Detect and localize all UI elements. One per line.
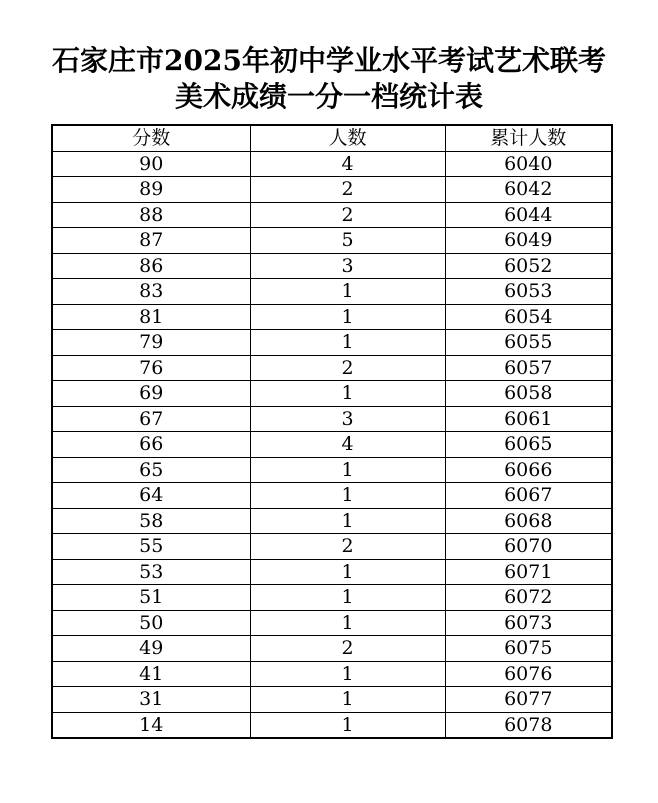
cell-count: 2	[250, 534, 445, 560]
cell-cumulative: 6049	[445, 228, 612, 254]
cell-count: 1	[250, 610, 445, 636]
table-row	[52, 585, 612, 611]
cell-count: 4	[250, 151, 445, 177]
cell-cumulative: 6040	[445, 151, 612, 177]
score-table	[51, 124, 613, 739]
table-row	[52, 151, 612, 177]
table-row	[52, 508, 612, 534]
cell-score: 86	[52, 253, 250, 279]
cell-cumulative: 6076	[445, 661, 612, 687]
cell-cumulative: 6065	[445, 432, 612, 458]
header-score: 分数	[52, 125, 250, 151]
table-row	[52, 712, 612, 738]
cell-score: 90	[52, 151, 250, 177]
table-row	[52, 483, 612, 509]
cell-score: 88	[52, 202, 250, 228]
cell-count: 1	[250, 279, 445, 305]
cell-count: 1	[250, 304, 445, 330]
cell-score: 89	[52, 177, 250, 203]
cell-cumulative: 6070	[445, 534, 612, 560]
table-row	[52, 355, 612, 381]
cell-cumulative: 6078	[445, 712, 612, 738]
cell-cumulative: 6061	[445, 406, 612, 432]
table-row	[52, 432, 612, 458]
table-row	[52, 610, 612, 636]
cell-cumulative: 6075	[445, 636, 612, 662]
table-row	[52, 381, 612, 407]
cell-count: 1	[250, 330, 445, 356]
cell-cumulative: 6055	[445, 330, 612, 356]
table-row	[52, 534, 612, 560]
cell-count: 3	[250, 253, 445, 279]
cell-cumulative: 6073	[445, 610, 612, 636]
cell-score: 67	[52, 406, 250, 432]
cell-count: 3	[250, 406, 445, 432]
cell-cumulative: 6071	[445, 559, 612, 585]
cell-score: 49	[52, 636, 250, 662]
table-row	[52, 636, 612, 662]
cell-count: 1	[250, 712, 445, 738]
table-row	[52, 253, 612, 279]
table-row	[52, 661, 612, 687]
cell-count: 2	[250, 355, 445, 381]
cell-score: 83	[52, 279, 250, 305]
cell-count: 1	[250, 508, 445, 534]
document-title: 石家庄市2025年初中学业水平考试艺术联考	[52, 44, 606, 77]
cell-cumulative: 6067	[445, 483, 612, 509]
header-cumulative: 累计人数	[445, 125, 612, 151]
cell-score: 81	[52, 304, 250, 330]
table-row	[52, 202, 612, 228]
table-row	[52, 406, 612, 432]
table-body	[52, 151, 612, 738]
table-row	[52, 304, 612, 330]
header-count: 人数	[250, 125, 445, 151]
table-row	[52, 279, 612, 305]
cell-count: 2	[250, 636, 445, 662]
cell-score: 69	[52, 381, 250, 407]
cell-cumulative: 6068	[445, 508, 612, 534]
cell-count: 1	[250, 483, 445, 509]
table-row	[52, 228, 612, 254]
cell-score: 87	[52, 228, 250, 254]
cell-count: 1	[250, 559, 445, 585]
cell-score: 64	[52, 483, 250, 509]
cell-score: 76	[52, 355, 250, 381]
cell-score: 66	[52, 432, 250, 458]
cell-cumulative: 6054	[445, 304, 612, 330]
cell-score: 58	[52, 508, 250, 534]
cell-count: 1	[250, 585, 445, 611]
cell-cumulative: 6042	[445, 177, 612, 203]
cell-cumulative: 6077	[445, 687, 612, 713]
cell-score: 14	[52, 712, 250, 738]
cell-score: 65	[52, 457, 250, 483]
cell-count: 2	[250, 177, 445, 203]
cell-cumulative: 6044	[445, 202, 612, 228]
cell-count: 2	[250, 202, 445, 228]
cell-score: 41	[52, 661, 250, 687]
cell-cumulative: 6066	[445, 457, 612, 483]
cell-count: 1	[250, 661, 445, 687]
document-subtitle: 美术成绩一分一档统计表	[174, 80, 483, 113]
cell-count: 4	[250, 432, 445, 458]
cell-cumulative: 6057	[445, 355, 612, 381]
cell-cumulative: 6052	[445, 253, 612, 279]
cell-cumulative: 6072	[445, 585, 612, 611]
table-row	[52, 457, 612, 483]
table-row	[52, 687, 612, 713]
cell-score: 55	[52, 534, 250, 560]
table-row	[52, 330, 612, 356]
cell-count: 1	[250, 381, 445, 407]
cell-count: 1	[250, 687, 445, 713]
cell-score: 31	[52, 687, 250, 713]
table-row	[52, 559, 612, 585]
cell-score: 79	[52, 330, 250, 356]
cell-count: 1	[250, 457, 445, 483]
cell-count: 5	[250, 228, 445, 254]
table-header-row	[52, 125, 612, 151]
cell-score: 53	[52, 559, 250, 585]
table-row	[52, 177, 612, 203]
cell-score: 50	[52, 610, 250, 636]
cell-cumulative: 6053	[445, 279, 612, 305]
cell-score: 51	[52, 585, 250, 611]
cell-cumulative: 6058	[445, 381, 612, 407]
